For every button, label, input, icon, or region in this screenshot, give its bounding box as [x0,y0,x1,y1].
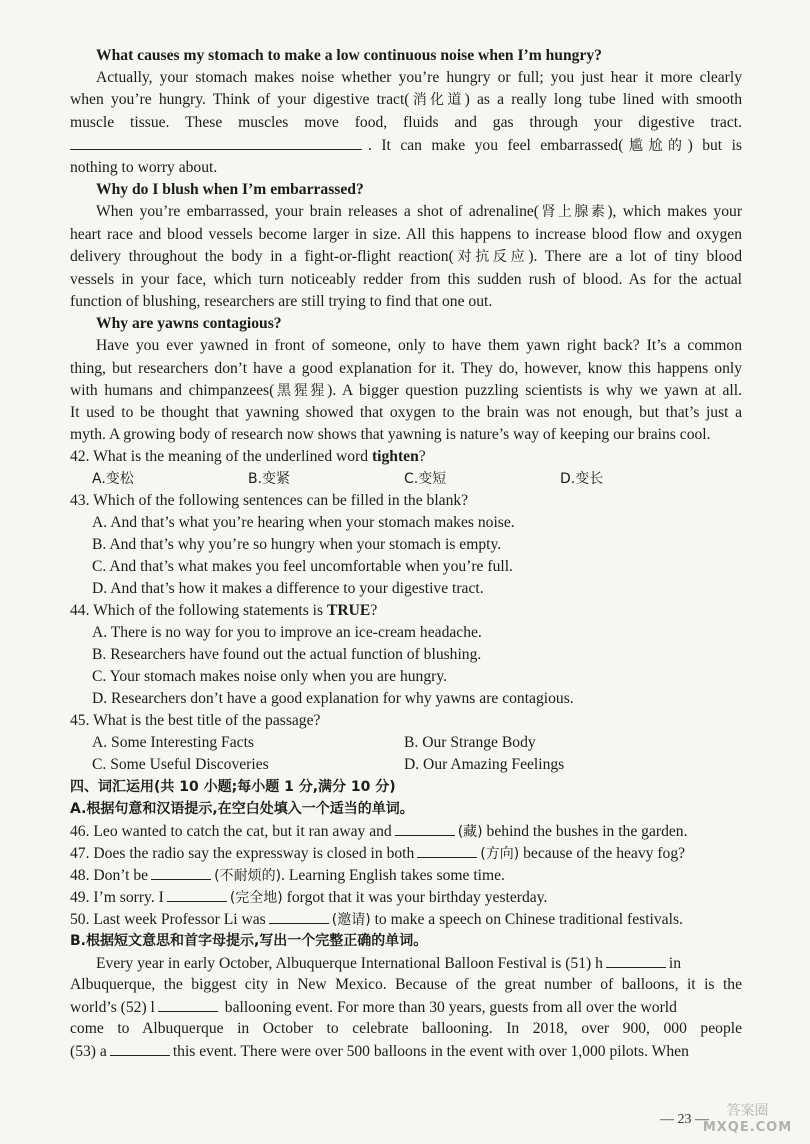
watermark-logo [690,1100,805,1140]
paragraph-line-blank: Every year in early October, Albuquerque International Balloon Festival is (51) h in [96,955,682,972]
question-42: 42. What is the meaning of the underlined word tighten? [70,448,426,465]
option[interactable]: C.变短 [404,471,447,487]
option[interactable]: D. Researchers don’t have a good explanation for why yawns are contagious. [92,690,574,707]
paragraph-line: Actually, your stomach makes noise whether you’re hungry or full; you just hear it more clearly [96,69,742,86]
option[interactable]: A. There is no way for you to improve an ice-cream headache. [92,624,482,641]
option[interactable]: A. And that’s what you’re hearing when your stomach makes noise. [92,514,515,531]
option[interactable]: C. And that’s what makes you feel uncomfortable when you’re full. [92,558,513,575]
question-50: 50. Last week Professor Li was (邀请) to make a speech on Chinese traditional festivals. [70,911,683,928]
answer-blank-47[interactable] [417,843,477,858]
question-43: 43. Which of the following sentences can be filled in the blank? [70,492,469,509]
question-44: 44. Which of the following statements is TRUE? [70,602,378,619]
paragraph-line: muscle tissue. These muscles move food, fluids and gas through your digestive tract. [70,114,742,131]
question-heading-stomach: What causes my stomach to make a low continuous noise when I’m hungry? [96,47,602,64]
paragraph-line-blank: . It can make you feel embarrassed(尴尬的) but is [70,135,742,156]
paragraph-line: Have you ever yawned in front of someone, only to have them yawn right back? It’s a common [96,337,742,354]
option[interactable]: B.变紧 [248,471,291,487]
question-42-options [92,469,742,489]
paragraph-line: heart race and blood vessels become larger in size. All this happens to increase blood flow and oxygen [70,226,742,243]
question-48: 48. Don’t be (不耐烦的). Learning English takes some time. [70,867,505,884]
watermark-url: MXQE.COM [702,1120,793,1135]
option[interactable]: C. Your stomach makes noise only when you are hungry. [92,668,448,685]
paragraph-line: when you’re hungry. Think of your digestive tract(消化道) as a really long tube lined with smooth [70,91,743,108]
answer-blank-53[interactable] [110,1041,170,1056]
paragraph-line: vessels in your face, which turn noticeably redder from this sudden rush of blood. As for the actual [70,271,742,288]
paragraph-line: When you’re embarrassed, your brain releases a shot of adrenaline(肾上腺素), which makes your [96,203,743,220]
paragraph-line: delivery throughout the body in a fight-or-flight reaction(对抗反应). There are a lot of tiny blood [70,248,742,265]
answer-blank-52[interactable] [158,997,218,1012]
paragraph-line: function of blushing, researchers are still trying to find that one out. [70,293,493,310]
paragraph-line-blank: world’s (52) l ballooning event. For more than 30 years, guests from all over the world [70,999,677,1016]
question-49: 49. I’m sorry. I (完全地) forgot that it was your birthday yesterday. [70,889,548,906]
option[interactable]: D. And that’s how it makes a difference to your digestive tract. [92,580,484,597]
paragraph-line-blank: (53) a this event. There were over 500 balloons in the event with over 1,000 pilots. When [70,1043,689,1060]
answer-blank-49[interactable] [167,887,227,902]
question-45: 45. What is the best title of the passage? [70,712,321,729]
answer-blank-50[interactable] [269,909,329,924]
answer-blank-48[interactable] [151,865,211,880]
paragraph-line: It used to be thought that yawning showed that oxygen to the brain was not enough, but that’s just a [70,404,742,421]
answer-blank-46[interactable] [395,821,455,836]
question-heading-blush: Why do I blush when I’m embarrassed? [96,181,364,198]
paragraph-line: nothing to worry about. [70,159,218,176]
answer-blank-43 [70,135,362,150]
paragraph-line: myth. A growing body of research now shows that yawning is nature’s way of keeping our brains cool. [70,426,711,443]
option[interactable]: B. And that’s why you’re so hungry when your stomach is empty. [92,536,502,553]
option[interactable]: D.变长 [560,471,604,487]
paragraph-line: with humans and chimpanzees(黑猩猩). A bigger question puzzling scientists is why we yawn at all. [70,382,742,399]
question-46: 46. Leo wanted to catch the cat, but it ran away and (藏) behind the bushes in the garden. [70,823,688,840]
option[interactable]: A. Some Interesting Facts [92,734,254,751]
question-45-options [92,733,742,753]
option[interactable]: D. Our Amazing Feelings [404,756,565,773]
option[interactable]: C. Some Useful Discoveries [92,756,269,773]
option[interactable]: B. Researchers have found out the actual function of blushing. [92,646,482,663]
paragraph-line: thing, but researchers don’t have a good explanation for it. They do, however, know this happens only [70,360,742,377]
answer-blank-51[interactable] [606,953,666,968]
option[interactable]: A.变松 [92,471,134,487]
option[interactable]: B. Our Strange Body [404,734,536,751]
section-title: 四、词汇运用(共 10 小题;每小题 1 分,满分 10 分) [70,779,396,795]
question-47: 47. Does the radio say the expressway is closed in both (方向) because of the heavy fog? [70,845,686,862]
paragraph-line: Albuquerque, the biggest city in New Mexico. Because of the great number of balloons, it is the [70,976,742,993]
part-b-instruction: B.根据短文意思和首字母提示,写出一个完整正确的单词。 [70,933,428,949]
watermark-text: 答案圈 [726,1103,769,1119]
question-45-options [92,755,742,775]
paragraph-line: come to Albuquerque in October to celebrate ballooning. In 2018, over 900, 000 people [70,1020,742,1037]
question-heading-yawns: Why are yawns contagious? [96,315,282,332]
page-number: — 23 — [660,1112,709,1127]
part-a-instruction: A.根据句意和汉语提示,在空白处填入一个适当的单词。 [70,801,414,817]
